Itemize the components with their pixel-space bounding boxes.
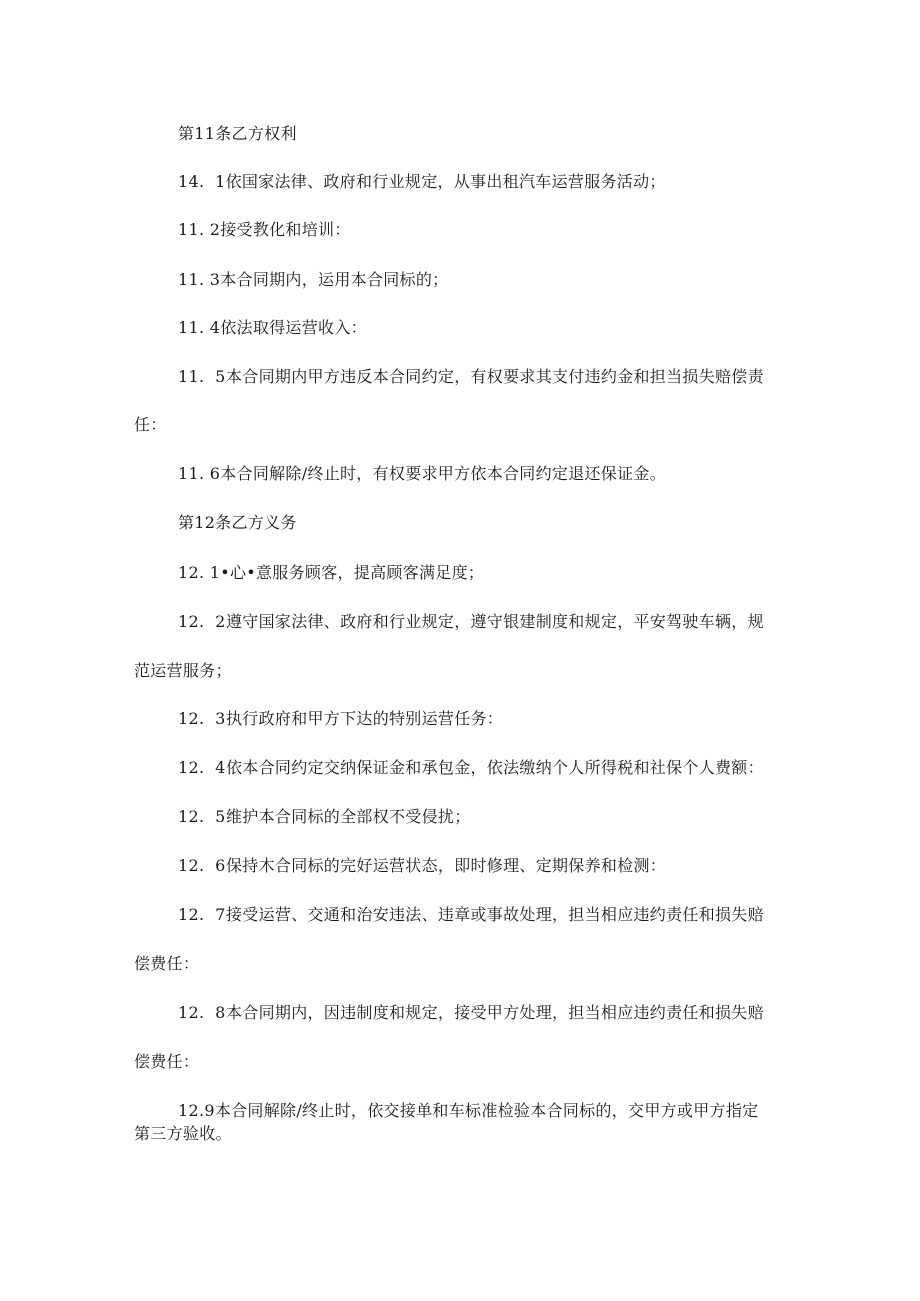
clause-text: 保持木合同标的完好运营状态，即时修理、定期保养和检测： (226, 856, 667, 875)
clause-number: 12. 5 (178, 807, 226, 826)
clause-12-8 (178, 1003, 764, 1023)
clause-12-7 (178, 905, 764, 925)
clause-12-2-continuation: 范运营服务； (134, 661, 232, 680)
clause-number: 12. 2 (178, 612, 226, 631)
clause-number: 12.9 (178, 1101, 215, 1120)
clause-12-1 (178, 563, 484, 583)
clause-text: 本合同解除/终止时，依交接单和车标准检验本合同标的，交甲方或甲方指定 (214, 1101, 759, 1120)
clause-text: 依本合同约定交纳保证金和承包金，依法缴纳个人所得税和社保个人费额： (226, 758, 764, 777)
clause-number: 11. 3 (178, 270, 221, 289)
clause-number: 11. 4 (178, 318, 221, 337)
clause-number: 14. 1 (178, 172, 226, 191)
clause-number: 12. 8 (178, 1003, 226, 1022)
clause-11-5-continuation: 任： (134, 415, 167, 434)
clause-12-9 (178, 1101, 758, 1121)
clause-11-5 (178, 367, 764, 387)
clause-text: 遵守国家法律、政府和行业规定，遵守银建制度和规定，平安驾驶车辆，规 (226, 612, 764, 631)
clause-text: 执行政府和甲方下达的特别运营任务： (226, 709, 504, 728)
clause-12-7-continuation: 偿费任： (134, 954, 200, 973)
clause-number: 12. 1 (178, 563, 221, 582)
article-12-heading: 第12条乙方义务 (178, 513, 297, 532)
clause-11-4 (178, 318, 367, 338)
clause-number: 11. 6 (178, 464, 221, 483)
clause-11-2 (178, 220, 351, 240)
clause-number: 11. 2 (178, 220, 221, 239)
clause-number: 12. 6 (178, 856, 226, 875)
clause-11-6 (178, 464, 666, 484)
clause-text: 本合同期内，因违制度和规定，接受甲方处理，担当相应违约责任和损失赔 (226, 1003, 764, 1022)
clause-text: 接受运营、交通和治安违法、违章或事故处理，担当相应违约责任和损失赔 (226, 905, 764, 924)
clause-number: 11. 5 (178, 367, 226, 386)
article-11-heading: 第11条乙方权利 (178, 124, 297, 143)
clause-text: 接受教化和培训： (220, 220, 351, 239)
clause-number: 12. 7 (178, 905, 226, 924)
clause-12-2 (178, 612, 764, 632)
clause-text: 本合同期内，运用本合同标的； (220, 270, 449, 289)
clause-12-8-continuation: 偿费任： (134, 1052, 200, 1071)
clause-text: 依国家法律、政府和行业规定，从事出租汽车运营服务活动； (225, 172, 666, 191)
clause-12-6 (178, 856, 666, 876)
clause-text: 维护本合同标的全部权不受侵扰； (226, 807, 471, 826)
clause-12-3 (178, 709, 503, 729)
clause-text: 依法取得运营收入： (220, 318, 367, 337)
clause-text: 本合同解除/终止时，有权要求甲方依本合同约定退还保证金。 (220, 464, 667, 483)
clause-12-5 (178, 807, 471, 827)
clause-number: 12. 4 (178, 758, 226, 777)
clause-11-3 (178, 270, 448, 290)
clause-text: •心•意服务顾客，提高顾客满足度； (220, 563, 485, 582)
clause-number: 12. 3 (178, 709, 226, 728)
clause-12-9-continuation: 第三方验收。 (134, 1124, 232, 1143)
clause-12-4 (178, 758, 764, 778)
clause-text: 本合同期内甲方违反本合同约定，有权要求其支付违约金和担当损失赔偿责 (226, 367, 764, 386)
clause-11-1 (178, 172, 666, 192)
